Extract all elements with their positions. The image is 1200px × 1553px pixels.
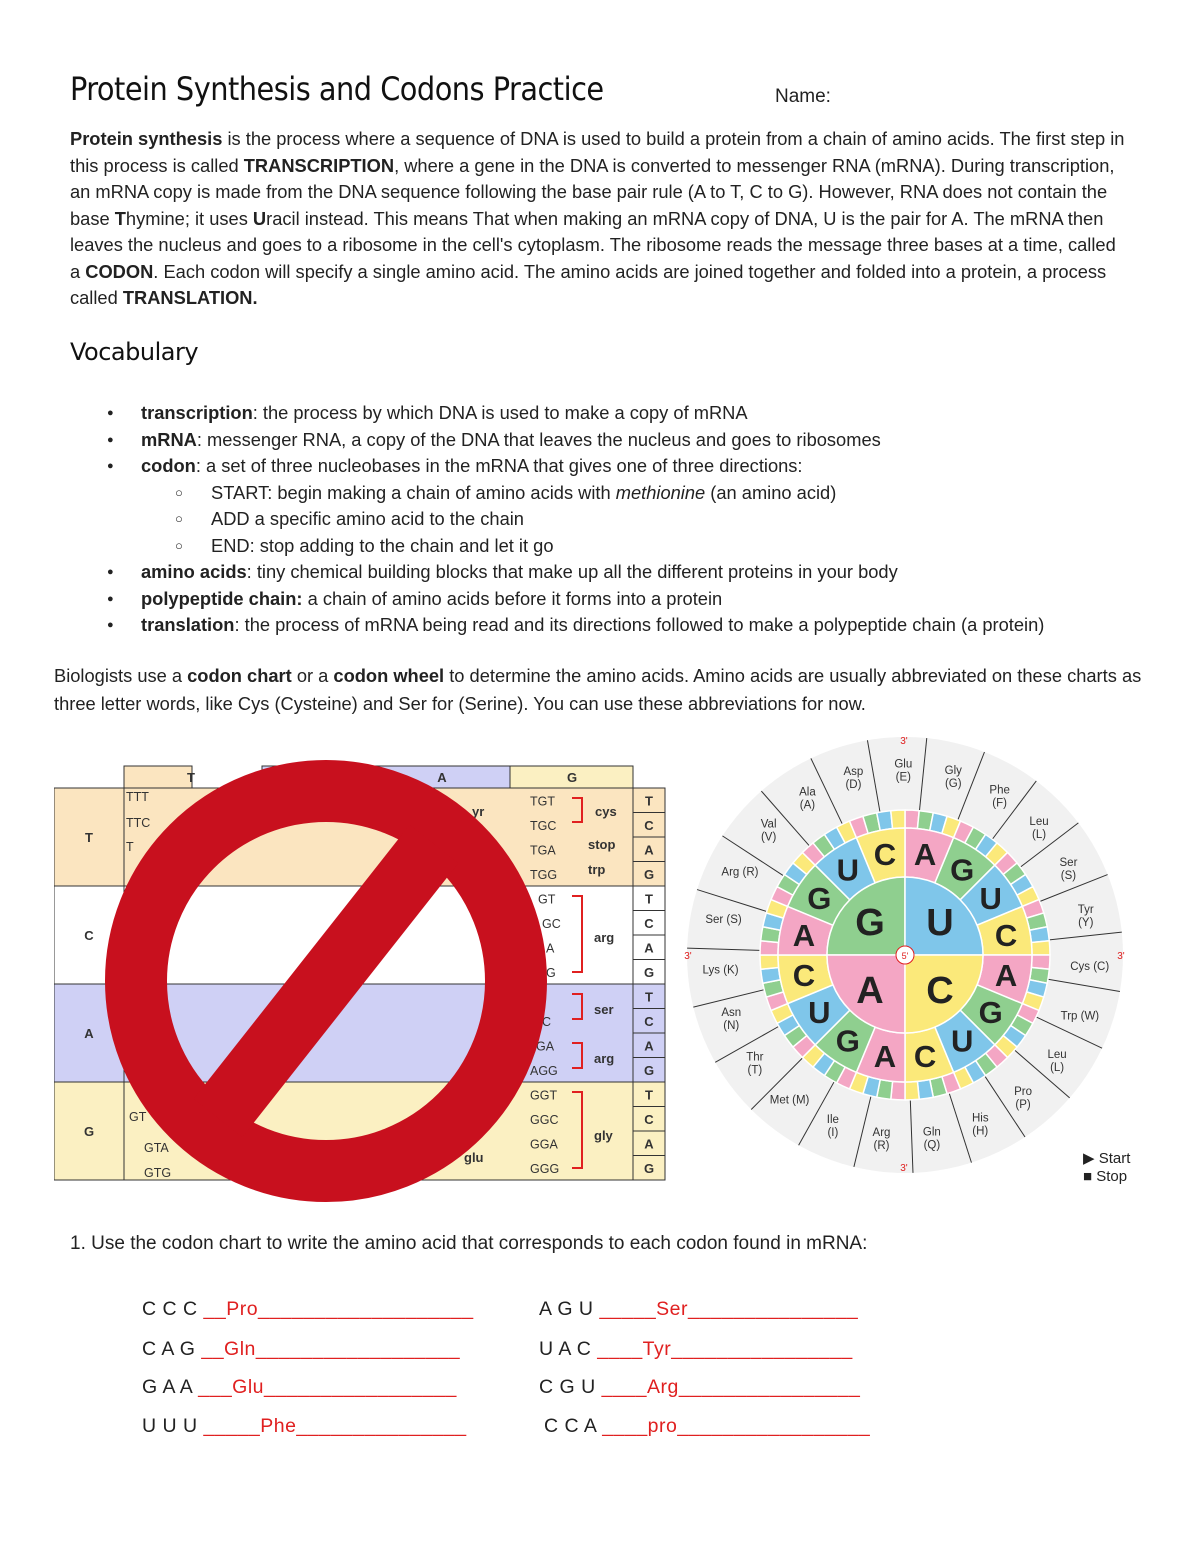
chart-third-base: C bbox=[644, 915, 654, 931]
answer-row bbox=[539, 1338, 853, 1361]
chart-row-base: A bbox=[84, 1026, 94, 1041]
wheel-amino-label: (Q) bbox=[923, 1139, 941, 1152]
chart-third-base: T bbox=[645, 1087, 653, 1103]
chart-amino: gly bbox=[594, 1128, 613, 1143]
codon-text: C C C bbox=[142, 1298, 204, 1320]
chart-codon: G bbox=[546, 965, 556, 980]
stop-square-icon: ■ bbox=[1083, 1168, 1093, 1185]
wheel-amino-label: (T) bbox=[747, 1064, 763, 1077]
wheel-amino-label: Arg (R) bbox=[721, 866, 759, 879]
codon-chart-paragraph: Biologists use a codon chart or a codon wheel to determine the amino acids. Amino acids are usually abbreviated on these charts as three letter words, like Cys (Cysteine) and Ser for (Serine). You can use these abbreviations for now. bbox=[54, 665, 1142, 714]
chart-amino: yr bbox=[472, 804, 485, 819]
wheel-amino-label: Glu bbox=[894, 758, 913, 771]
wheel-prime: 3' bbox=[900, 736, 908, 747]
wheel-amino-label: Gly bbox=[944, 764, 962, 777]
wheel-second-letter: C bbox=[913, 1039, 937, 1075]
chart-codon: GTG bbox=[144, 1166, 172, 1180]
chart-codon: GGT bbox=[530, 1088, 558, 1103]
vocab-item: ● amino acids: tiny chemical building blocks that make up all the different proteins in your body bbox=[70, 559, 1170, 586]
wheel-prime: 3' bbox=[900, 1163, 908, 1173]
wheel-amino-label: (F) bbox=[992, 797, 1007, 810]
chart-third-base: T bbox=[645, 989, 653, 1005]
answer-text: _____Ser_______________ bbox=[599, 1298, 859, 1320]
wheel-third-base bbox=[1030, 927, 1050, 943]
chart-codon: TTT bbox=[126, 790, 149, 804]
codon-text: U A C bbox=[539, 1338, 598, 1360]
chart-codon: TGA bbox=[530, 843, 556, 858]
chart-row-base: C bbox=[84, 928, 94, 943]
codon-text: C A G bbox=[142, 1338, 202, 1360]
intro-paragraph: Protein synthesis is the process where a sequence of DNA is used to build a protein from a chain of amino acids. The first step in this process is called TRANSCRIPTION, where a gene in the DNA is converted to messenger RNA (mRNA). During transcription, an mRNA copy is made from the DNA sequence following the base pair rule (A to T, C to G). However, RNA does not contain the base Thymine; it uses Uracil instead. This means That when making an mRNA copy of DNA, U is the pair for A. The mRNA then leaves the nucleus and goes to a ribosome in the cell's cytoplasm. The ribosome reads the message three bases at a time, called a CODON. Each codon will specify a single amino acid. The amino acids are joined together and folded into a protein, a process called TRANSLATION. bbox=[70, 128, 1125, 308]
chart-codon: T bbox=[126, 840, 134, 854]
wheel-second-letter: A bbox=[792, 917, 816, 953]
chart-third-base: A bbox=[644, 842, 654, 858]
wheel-third-base bbox=[891, 810, 905, 829]
wheel-second-letter: U bbox=[808, 995, 831, 1031]
codon-wheel-graphic bbox=[684, 736, 1125, 1173]
answer-row bbox=[539, 1376, 860, 1399]
chart-codon: GGG bbox=[530, 1161, 560, 1176]
wheel-amino-label: Asp bbox=[843, 765, 864, 778]
vocab-subitem: ○ END: stop adding to the chain and let it go bbox=[70, 533, 1170, 560]
answer-row bbox=[544, 1415, 870, 1438]
wheel-amino-label: Arg bbox=[872, 1127, 891, 1140]
wheel-amino-label: Ser bbox=[1059, 856, 1078, 869]
wheel-amino-label: Leu bbox=[1029, 815, 1049, 828]
wheel-amino-label: (N) bbox=[723, 1020, 740, 1033]
wheel-amino-label: (S) bbox=[1060, 869, 1077, 882]
wheel-second-letter: G bbox=[835, 1023, 860, 1059]
wheel-amino-label: Val bbox=[760, 818, 777, 831]
wheel-amino-label: (L) bbox=[1050, 1061, 1065, 1074]
chart-third-base: G bbox=[643, 1160, 655, 1176]
chart-codon: C bbox=[542, 1014, 552, 1029]
wheel-second-letter: C bbox=[994, 917, 1018, 953]
chart-amino: ser bbox=[594, 1002, 614, 1017]
wheel-amino-label: (V) bbox=[760, 831, 777, 844]
codon-text: G A A bbox=[142, 1376, 199, 1398]
legend-start: ▶ Start bbox=[1083, 1150, 1131, 1167]
chart-codon: GC bbox=[542, 916, 561, 931]
answer-text: __Pro___________________ bbox=[203, 1298, 474, 1320]
chart-codon: GT bbox=[129, 1110, 147, 1124]
wheel-amino-label: Pro bbox=[1014, 1085, 1033, 1098]
answer-text: ___Glu_________________ bbox=[198, 1376, 457, 1398]
codon-wheel bbox=[680, 733, 1130, 1173]
chart-amino: glu bbox=[464, 1150, 484, 1165]
wheel-amino-label: (E) bbox=[895, 771, 911, 784]
chart-codon: T bbox=[538, 990, 546, 1005]
answer-text: ____Arg________________ bbox=[601, 1376, 861, 1398]
wheel-third-base bbox=[1031, 941, 1050, 955]
chart-codon: GTA bbox=[144, 1141, 169, 1155]
chart-codon: TTC bbox=[126, 816, 151, 830]
wheel-first-letter: U bbox=[926, 902, 954, 944]
wheel-amino-label: (A) bbox=[799, 799, 816, 812]
chart-amino: stop bbox=[588, 837, 616, 852]
wheel-second-letter: U bbox=[979, 880, 1002, 916]
vocab-item: ● translation: the process of mRNA being read and its directions followed to make a polypeptide chain (a protein) bbox=[70, 612, 1170, 639]
wheel-prime: 3' bbox=[1117, 951, 1125, 962]
wheel-third-base bbox=[761, 967, 781, 983]
chart-codon: GA bbox=[536, 1039, 555, 1054]
wheel-third-base bbox=[760, 955, 779, 969]
wheel-third-base bbox=[917, 1080, 933, 1100]
chart-third-base: A bbox=[644, 940, 654, 956]
answer-row bbox=[142, 1376, 457, 1399]
chart-third-base: C bbox=[644, 817, 654, 833]
wheel-amino-label: Cys (C) bbox=[1070, 960, 1110, 973]
answer-text: ____pro_________________ bbox=[602, 1415, 871, 1437]
wheel-amino-label: Gln bbox=[922, 1126, 941, 1139]
wheel-second-letter: G bbox=[950, 852, 975, 888]
start-triangle-icon: ▶ bbox=[1083, 1150, 1095, 1167]
chart-col-header: G bbox=[566, 770, 578, 785]
chart-amino: arg bbox=[594, 1051, 615, 1066]
question-1: 1. Use the codon chart to write the amino acid that corresponds to each codon found in mRNA: bbox=[70, 1233, 868, 1254]
wheel-amino-label: (L) bbox=[1031, 828, 1047, 841]
wheel-first-letter: A bbox=[856, 970, 884, 1012]
answer-text: ____Tyr________________ bbox=[597, 1338, 853, 1360]
wheel-amino-label: (I) bbox=[827, 1126, 839, 1139]
wheel-legend bbox=[1083, 1150, 1130, 1186]
chart-col-header: T bbox=[187, 770, 195, 785]
wheel-amino-label: Trp (W) bbox=[1060, 1010, 1100, 1023]
wheel-amino-label: Met (M) bbox=[769, 1094, 810, 1107]
wheel-amino-label: Phe bbox=[989, 784, 1010, 797]
chart-codon: GGA bbox=[530, 1137, 558, 1152]
wheel-amino-label: Ser (S) bbox=[705, 914, 742, 927]
legend-stop: ■ Stop bbox=[1083, 1168, 1128, 1185]
chart-third-base: G bbox=[643, 964, 655, 980]
answer-row bbox=[142, 1338, 460, 1361]
wheel-center-label: 5' bbox=[901, 951, 909, 961]
wheel-amino-label: (D) bbox=[845, 778, 862, 791]
chart-amino: cys bbox=[595, 804, 617, 819]
wheel-second-letter: G bbox=[807, 880, 832, 916]
wheel-second-letter: G bbox=[978, 995, 1003, 1031]
chart-codon: GT bbox=[538, 892, 556, 907]
chart-third-base: G bbox=[643, 1062, 655, 1078]
vocab-item: ● polypeptide chain: a chain of amino acids before it forms into a protein bbox=[70, 586, 1170, 613]
wheel-amino-label: Ala bbox=[799, 786, 816, 799]
vocabulary-heading: Vocabulary bbox=[70, 338, 199, 366]
chart-codon: A bbox=[546, 941, 555, 956]
answer-row bbox=[142, 1415, 467, 1438]
wheel-second-letter: U bbox=[951, 1023, 974, 1059]
wheel-first-letter: C bbox=[926, 970, 954, 1012]
chart-amino: arg bbox=[594, 930, 615, 945]
vocab-item: ● mRNA: messenger RNA, a copy of the DNA that leaves the nucleus and goes to ribosomes bbox=[70, 427, 1170, 454]
wheel-amino-label: Tyr bbox=[1077, 904, 1094, 917]
wheel-amino-label: (G) bbox=[944, 777, 962, 790]
chart-codon: GGC bbox=[530, 1112, 559, 1127]
chart-third-base: T bbox=[645, 793, 653, 809]
wheel-amino-label: Leu bbox=[1047, 1048, 1067, 1061]
wheel-prime: 3' bbox=[684, 951, 692, 962]
chart-third-base: T bbox=[645, 891, 653, 907]
codon-text: C G U bbox=[539, 1376, 602, 1398]
chart-third-base: G bbox=[643, 866, 655, 882]
chart-third-base: C bbox=[644, 1111, 654, 1127]
chart-row-base: G bbox=[83, 1124, 95, 1139]
wheel-amino-label: Thr bbox=[746, 1051, 764, 1064]
wheel-amino-label: Lys (K) bbox=[702, 964, 739, 977]
wheel-amino-label: (H) bbox=[972, 1125, 989, 1138]
name-label: Name: bbox=[775, 86, 831, 107]
answer-text: __Gln__________________ bbox=[201, 1338, 461, 1360]
chart-amino: trp bbox=[588, 862, 606, 877]
chart-col-header: A bbox=[437, 770, 447, 785]
vocabulary-list bbox=[70, 400, 1170, 639]
answer-row bbox=[539, 1298, 858, 1321]
vocab-subitem: ○ ADD a specific amino acid to the chain bbox=[70, 506, 1170, 533]
wheel-third-base bbox=[905, 1081, 919, 1100]
wheel-amino-label: Ile bbox=[826, 1113, 839, 1126]
wheel-amino-label: His bbox=[971, 1112, 989, 1125]
wheel-second-letter: C bbox=[792, 958, 816, 994]
wheel-second-letter: A bbox=[873, 1039, 897, 1075]
codon-text: A G U bbox=[539, 1298, 600, 1320]
vocab-item: ● transcription: the process by which DNA is used to make a copy of mRNA bbox=[70, 400, 1170, 427]
vocab-item: ● codon: a set of three nucleobases in the mRNA that gives one of three directions: bbox=[70, 453, 1170, 480]
answer-row bbox=[142, 1298, 474, 1321]
page-title: Protein Synthesis and Codons Practice bbox=[70, 70, 604, 108]
chart-row-base: T bbox=[85, 830, 93, 845]
answer-text: _____Phe_______________ bbox=[203, 1415, 467, 1437]
wheel-amino-label: Asn bbox=[721, 1007, 742, 1020]
vocab-subitem: ○ START: begin making a chain of amino acids with methionine (an amino acid) bbox=[70, 480, 1170, 507]
wheel-first-letter: G bbox=[855, 902, 885, 944]
chart-third-base: A bbox=[644, 1038, 654, 1054]
chart-codon: TGG bbox=[530, 867, 558, 882]
wheel-amino-label: (R) bbox=[873, 1140, 890, 1153]
wheel-amino-label: (Y) bbox=[1078, 917, 1094, 930]
wheel-second-letter: A bbox=[994, 958, 1018, 994]
codon-text: C C A bbox=[544, 1415, 603, 1437]
chart-codon: TGC bbox=[530, 818, 557, 833]
chart-codon: AGG bbox=[530, 1063, 558, 1078]
chart-codon: TGT bbox=[530, 794, 555, 809]
wheel-second-letter: C bbox=[873, 836, 897, 872]
prohibition-icon bbox=[96, 756, 559, 1206]
wheel-second-letter: U bbox=[836, 852, 859, 888]
chart-third-base: C bbox=[644, 1013, 654, 1029]
codon-text: U U U bbox=[142, 1415, 204, 1437]
chart-third-base: A bbox=[644, 1136, 654, 1152]
wheel-amino-label: (P) bbox=[1015, 1098, 1031, 1111]
wheel-third-base bbox=[877, 811, 893, 831]
wheel-second-letter: A bbox=[913, 836, 937, 872]
